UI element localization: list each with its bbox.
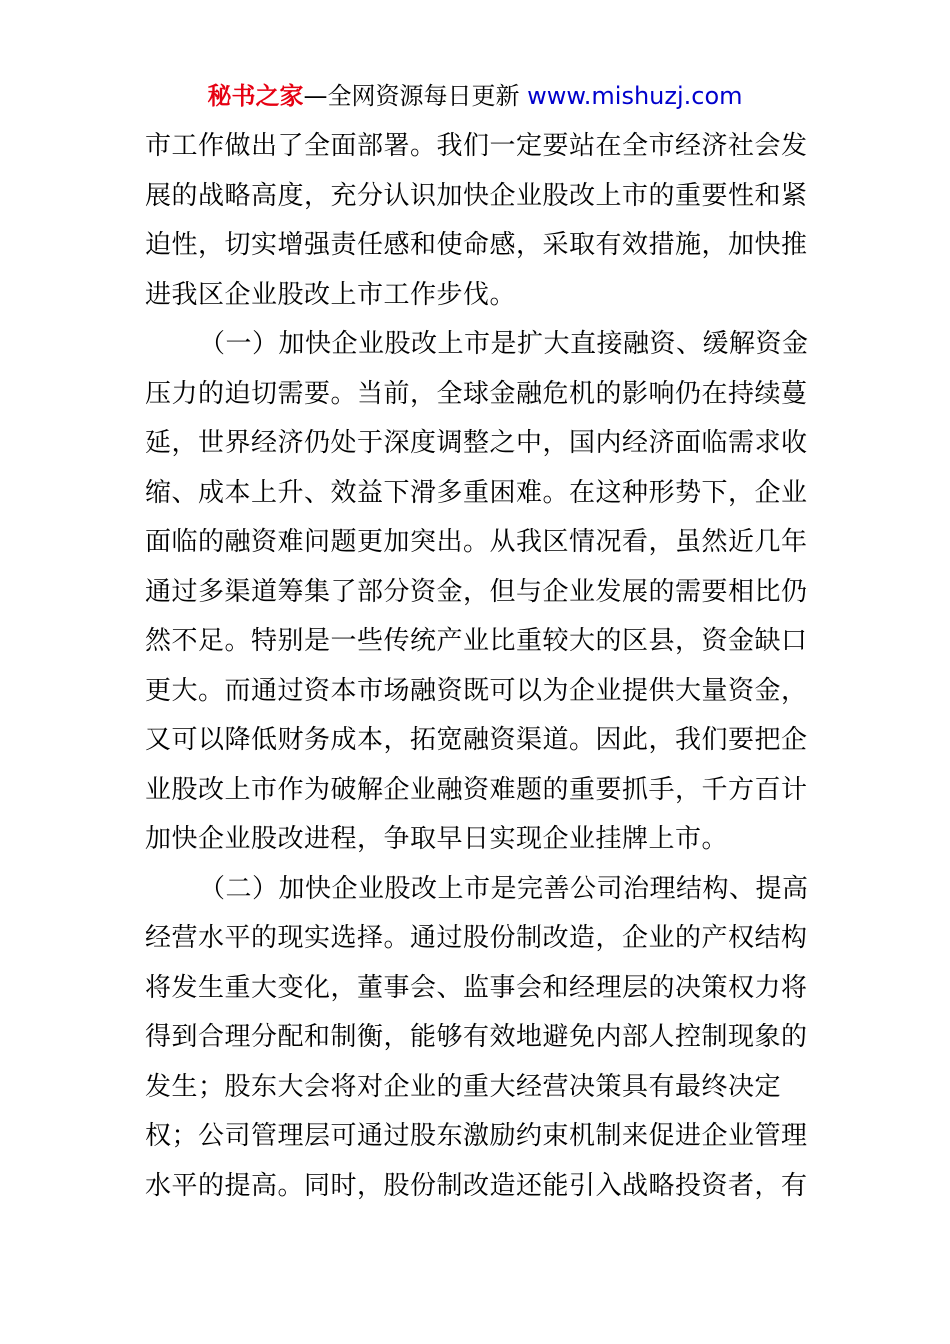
site-url[interactable]: www.mishuzj.com — [527, 82, 743, 110]
text-line: 通过多渠道筹集了部分资金，但与企业发展的需要相比仍 — [145, 576, 808, 607]
text-line: （二）加快企业股改上市是完善公司治理结构、提高 — [199, 873, 809, 904]
text-line: 加快企业股改进程，争取早日实现企业挂牌上市。 — [145, 824, 729, 854]
text-line: 面临的融资难问题更加突出。从我区情况看，虽然近几年 — [145, 527, 808, 557]
text-line: 业股改上市作为破解企业融资难题的重要抓手，千方百计 — [145, 774, 808, 805]
text-line: 缩、成本上升、效益下滑多重困难。在这种形势下，企业 — [145, 477, 808, 508]
text-line: 压力的迫切需要。当前，全球金融危机的影响仍在持续蔓 — [145, 378, 808, 409]
text-line: 更大。而通过资本市场融资既可以为企业提供大量资金， — [145, 675, 808, 706]
text-line: 得到合理分配和制衡，能够有效地避免内部人控制现象的 — [145, 1022, 808, 1052]
text-line: 发生；股东大会将对企业的重大经营决策具有最终决定 — [145, 1071, 782, 1102]
text-line: 进我区企业股改上市工作步伐。 — [145, 279, 517, 310]
brand-name: 秘书之家 — [207, 82, 304, 110]
text-line: 水平的提高。同时，股份制改造还能引入战略投资者，有 — [145, 1170, 808, 1201]
text-line: 经营水平的现实选择。通过股份制改造，企业的产权结构 — [145, 923, 808, 953]
text-line: （一）加快企业股改上市是扩大直接融资、缓解资金 — [199, 329, 809, 359]
site-tagline: —全网资源每日更新 — [303, 82, 528, 110]
text-line: 然不足。特别是一些传统产业比重较大的区县，资金缺口 — [145, 626, 808, 656]
text-line: 又可以降低财务成本，拓宽融资渠道。因此，我们要把企 — [145, 725, 808, 755]
text-line: 市工作做出了全面部署。我们一定要站在全市经济社会发 — [145, 131, 808, 161]
text-line: 迫性，切实增强责任感和使命感，采取有效措施，加快推 — [145, 230, 808, 260]
text-line: 展的战略高度，充分认识加快企业股改上市的重要性和紧 — [145, 180, 808, 211]
document-body — [145, 122, 810, 1211]
text-line: 权；公司管理层可通过股东激励约束机制来促进企业管理 — [145, 1121, 808, 1151]
text-line: 延，世界经济仍处于深度调整之中，国内经济面临需求收 — [145, 428, 808, 458]
site-header — [0, 78, 950, 114]
text-line: 将发生重大变化，董事会、监事会和经理层的决策权力将 — [145, 972, 808, 1003]
